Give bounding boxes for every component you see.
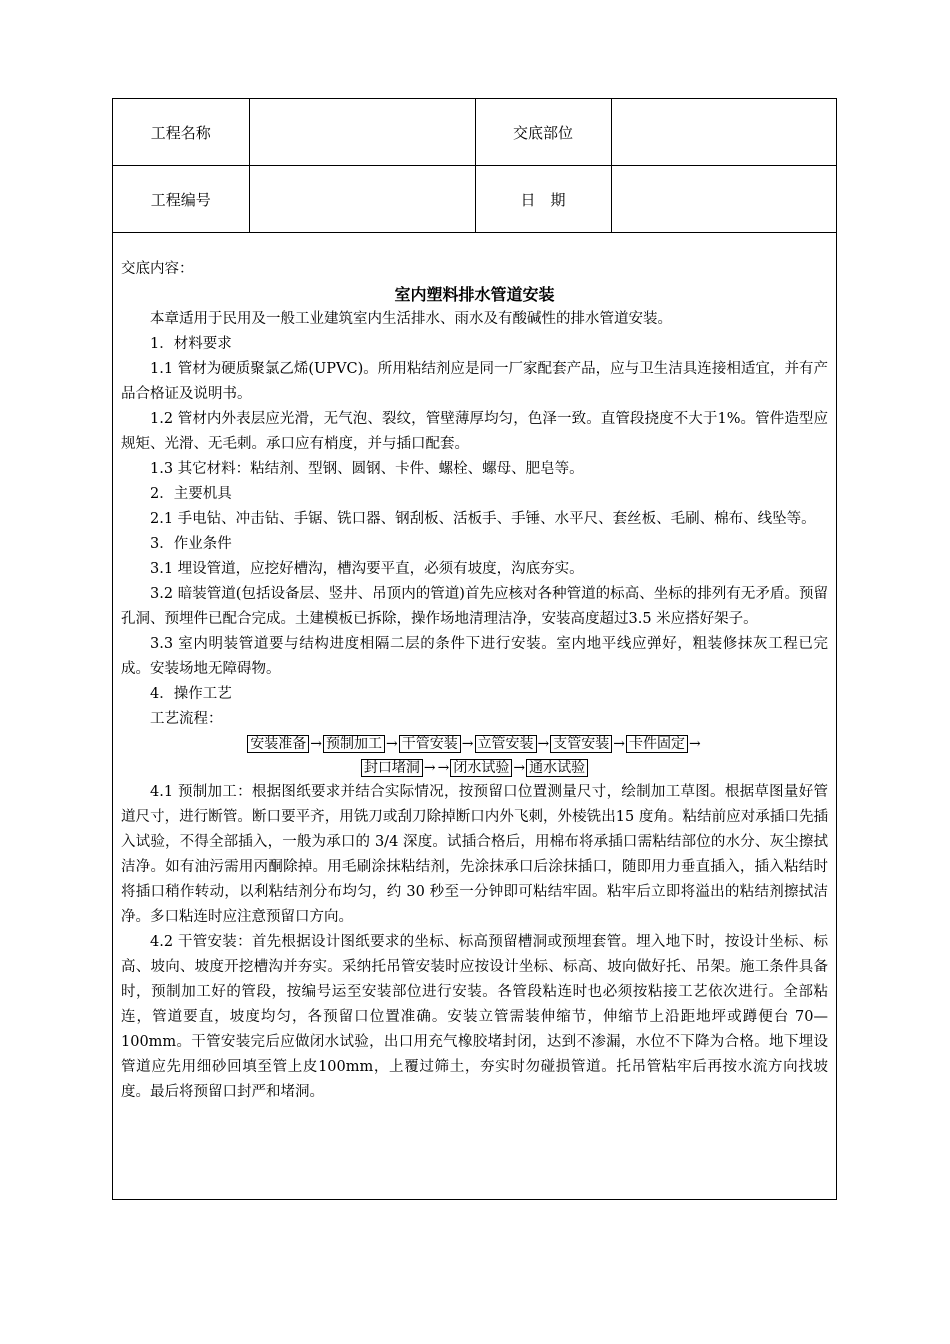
section-heading: 4．操作工艺 xyxy=(150,686,232,702)
flow-step: 封口堵洞 xyxy=(361,759,423,777)
section-heading: 3．作业条件 xyxy=(150,536,232,552)
section-heading: 2．主要机具 xyxy=(150,486,232,502)
disclosure-part-value xyxy=(611,99,836,166)
process-flow-row-2 xyxy=(121,756,828,780)
header-table xyxy=(113,99,836,233)
flow-step: 干管安装 xyxy=(399,735,461,753)
paragraph: 4.2 干管安装：首先根据设计图纸要求的坐标、标高预留槽洞或预埋套管。埋入地下时，按设计坐标、标高、坡向、坡度开挖槽沟并夯实。采纳托吊管安装时应按设计坐标、标高、坡向做好托、吊架。施工条件具备时，预制加工好的管段，按编号运至安装部位进行安装。各管段粘连时也必须按粘接工艺依次进行。全部粘连，管道要直，坡度均匀，各预留口位置准确。安装立管需装伸缩节，伸缩节上沿距地坪或蹲便台 70—100mm。干管安装完后应做闭水试验，出口用充气橡胶堵封闭，达到不渗漏，水位不下降为合格。地下埋设管道应先用细砂回填至管上皮100mm，上覆过筛土，夯实时勿碰损管道。托吊管粘牢后再按水流方向找坡度。最后将预留口封严和堵洞。 xyxy=(121,934,828,1100)
header-row-1 xyxy=(113,99,836,166)
flow-step: 立管安装 xyxy=(475,735,537,753)
flow-step: 闭水试验 xyxy=(450,759,512,777)
paragraph: 3.1 埋设管道，应挖好槽沟，槽沟要平直，必须有坡度，沟底夯实。 xyxy=(150,561,584,577)
flow-step: 预制加工 xyxy=(323,735,385,753)
flow-arrow: → xyxy=(537,736,550,752)
disclosure-part-label: 交底部位 xyxy=(475,99,611,166)
paragraph: 本章适用于民用及一般工业建筑室内生活排水、雨水及有酸碱性的排水管道安装。 xyxy=(150,311,672,327)
flow-arrow: → xyxy=(513,760,526,776)
flow-label: 工艺流程： xyxy=(150,711,223,727)
date-label: 日 期 xyxy=(475,166,611,233)
flow-arrow: → xyxy=(423,760,436,776)
project-name-label: 工程名称 xyxy=(113,99,249,166)
flow-arrow: → xyxy=(437,760,450,776)
paragraph: 1.1 管材为硬质聚氯乙烯(UPVC)。所用粘结剂应是同一厂家配套产品，应与卫生洁具连接相适宜，并有产品合格证及说明书。 xyxy=(121,361,828,402)
paragraph: 2.1 手电钻、冲击钻、手锯、铣口器、钢刮板、活板手、手锤、水平尺、套丝板、毛刷、棉布、线坠等。 xyxy=(150,511,816,527)
content-label: 交底内容： xyxy=(121,261,194,277)
flow-step: 安装准备 xyxy=(247,735,309,753)
flow-arrow: → xyxy=(613,736,625,752)
project-number-value xyxy=(249,166,475,233)
section-heading: 1．材料要求 xyxy=(150,336,232,352)
header-row-2 xyxy=(113,166,836,233)
project-number-label: 工程编号 xyxy=(113,166,249,233)
flow-arrow: → xyxy=(688,736,701,752)
flow-step: 通水试验 xyxy=(526,759,588,777)
paragraph: 1.2 管材内外表层应光滑，无气泡、裂纹，管壁薄厚均匀，色泽一致。直管段挠度不大于1%。管件造型应规矩、光滑、无毛刺。承口应有梢度，并与插口配套。 xyxy=(121,411,828,452)
disclosure-content xyxy=(113,233,836,1105)
flow-arrow: → xyxy=(461,736,474,752)
flow-step: 支管安装 xyxy=(550,735,612,753)
flow-arrow: → xyxy=(386,736,398,752)
process-flow-row-1 xyxy=(121,732,828,756)
paragraph: 1.3 其它材料：粘结剂、型钢、圆钢、卡件、螺栓、螺母、肥皂等。 xyxy=(150,461,584,477)
paragraph: 3.3 室内明装管道要与结构进度相隔二层的条件下进行安装。室内地平线应弹好，粗装修抹灰工程已完成。安装场地无障碍物。 xyxy=(121,636,828,677)
paragraph: 3.2 暗装管道(包括设备层、竖井、吊顶内的管道)首先应核对各种管道的标高、坐标的排列有无矛盾。预留孔洞、预埋件已配合完成。土建模板已拆除，操作场地清理洁净，安装高度超过3.5 米应搭好架子。 xyxy=(121,586,828,627)
paragraph: 4.1 预制加工：根据图纸要求并结合实际情况，按预留口位置测量尺寸，绘制加工草图。根据草图量好管道尺寸，进行断管。断口要平齐，用铣刀或刮刀除掉断口内外飞刺，外棱铣出15 度角。粘结前应对承插口先插入试验，不得全部插入，一般为承口的 3/4 深度。试插合格后，用棉布将承插口需粘结部位的水分、灰尘擦拭洁净。如有油污需用丙酮除掉。用毛刷涂抹粘结剂，先涂抹承口后涂抹插口，随即用力垂直插入，插入粘结时将插口稍作转动，以利粘结剂分布均匀，约 30 秒至一分钟即可粘结牢固。粘牢后立即将溢出的粘结剂擦拭洁净。多口粘连时应注意预留口方向。 xyxy=(121,784,828,925)
flow-step: 卡件固定 xyxy=(626,735,688,753)
disclosure-sheet xyxy=(112,98,837,1200)
document-title: 室内塑料排水管道安装 xyxy=(394,285,555,304)
project-name-value xyxy=(249,99,475,166)
flow-arrow: → xyxy=(310,736,323,752)
date-value xyxy=(611,166,836,233)
